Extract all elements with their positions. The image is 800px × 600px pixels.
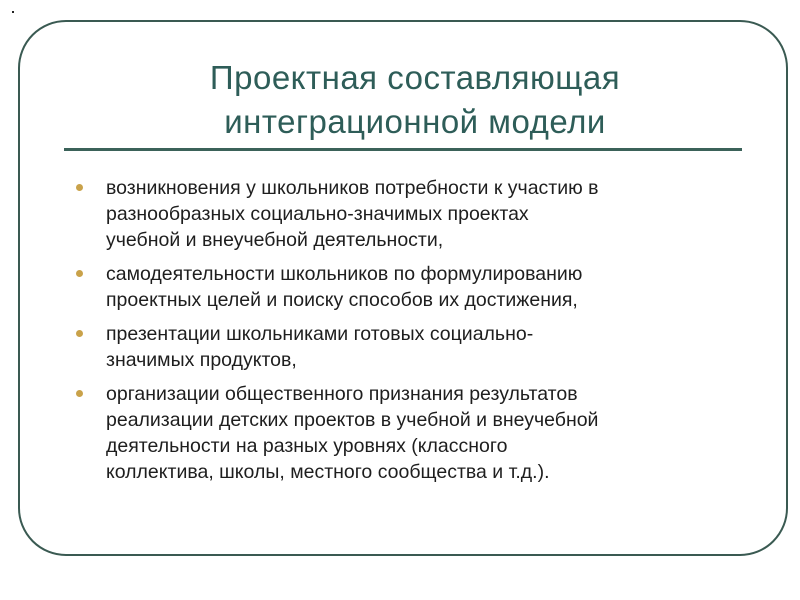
bullet-item-1: [76, 175, 756, 253]
bullet-line: значимых продуктов,: [106, 349, 297, 371]
bullet-dot-icon: [76, 184, 83, 191]
bullet-dot-icon: [76, 330, 83, 337]
bullet-dot-icon: [76, 270, 83, 277]
bullet-line: презентации школьниками готовых социально-: [106, 323, 534, 345]
bullet-text: [106, 381, 756, 485]
bullet-dot-icon: [76, 390, 83, 397]
title-line-1: Проектная составляющая: [209, 59, 621, 96]
bullet-text: [106, 321, 756, 373]
bullet-item-3: [76, 321, 756, 373]
bullet-line: самодеятельности школьников по формулированию: [106, 263, 583, 285]
bullet-text: [106, 261, 756, 313]
bullet-line: проектных целей и поиску способов их достижения,: [106, 289, 578, 311]
bullet-line: коллектива, школы, местного сообщества и т.д.).: [106, 461, 550, 483]
bullet-item-4: [76, 381, 756, 485]
bullet-line: реализации детских проектов в учебной и внеучебной: [106, 409, 599, 431]
slide-title: [60, 56, 770, 144]
title-line-2: интеграционной модели: [224, 103, 606, 140]
bullet-text: [106, 175, 756, 253]
bullet-line: учебной и внеучебной деятельности,: [106, 229, 444, 251]
bullet-list: [76, 175, 756, 493]
corner-dot: [12, 11, 14, 13]
title-divider: [64, 148, 742, 151]
bullet-line: разнообразных социально-значимых проектах: [106, 203, 529, 225]
bullet-line: организации общественного признания результатов: [106, 383, 578, 405]
bullet-line: возникновения у школьников потребности к участию в: [106, 177, 599, 199]
bullet-line: деятельности на разных уровнях (классного: [106, 435, 508, 457]
bullet-item-2: [76, 261, 756, 313]
